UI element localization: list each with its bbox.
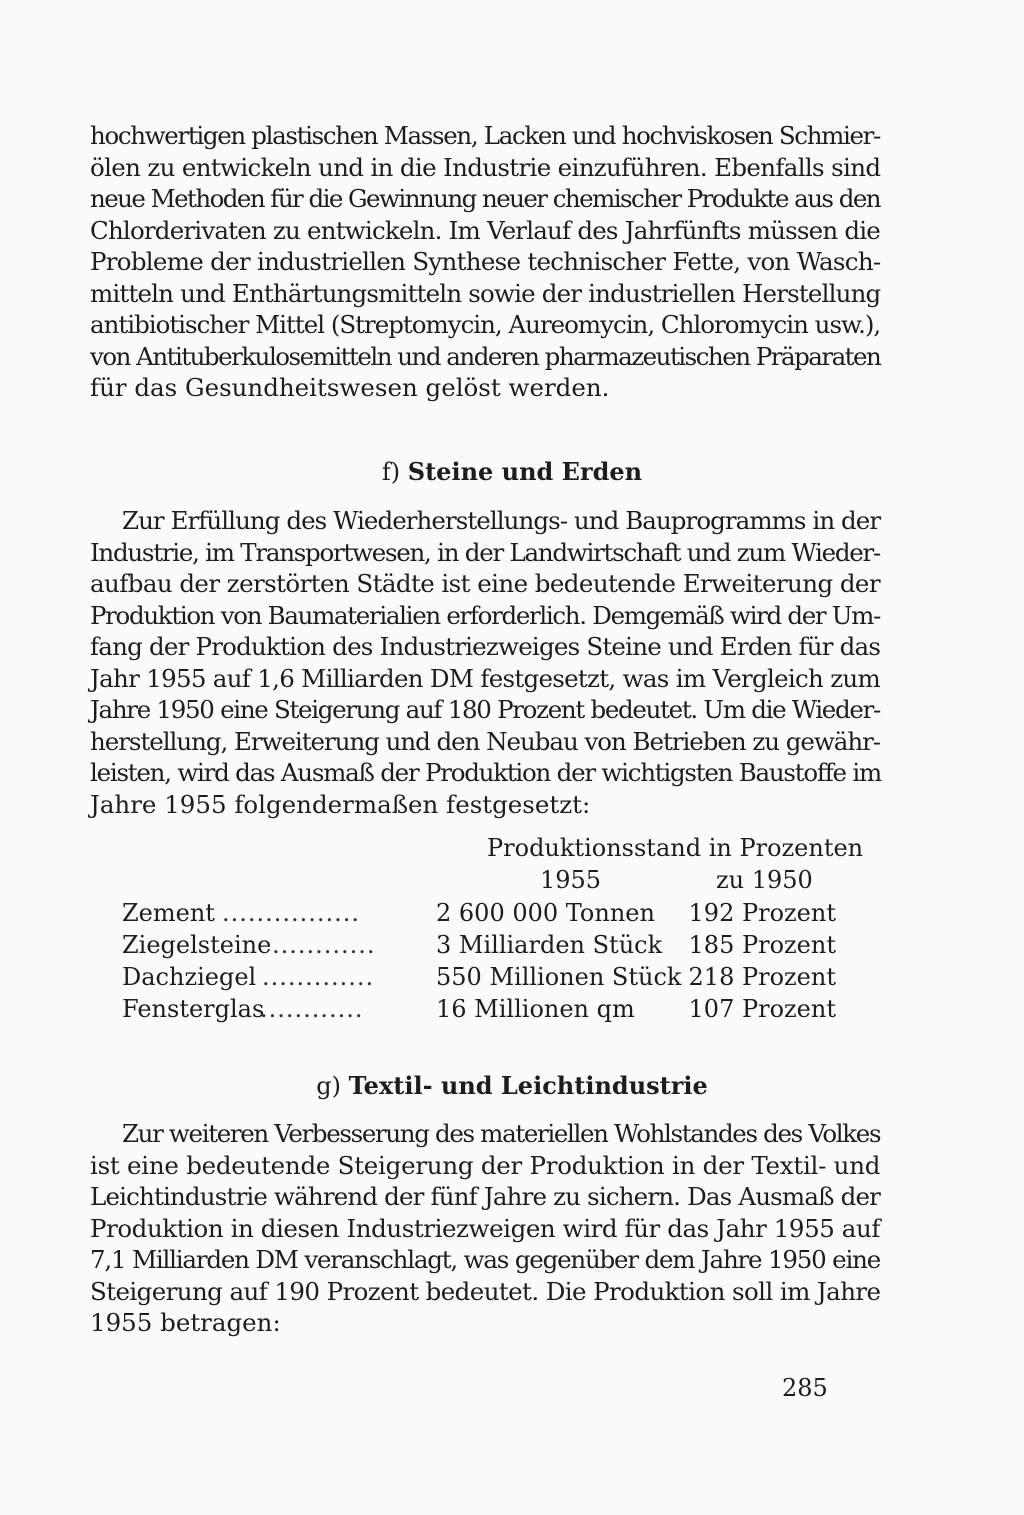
quantity-value: 16 Millionen qm [436, 995, 635, 1023]
material-label: Dachziegel [122, 963, 257, 991]
text-line: aufbau der zerstörten Städte ist eine bedeutende Erweiterung der [90, 569, 880, 598]
text-line: Produktion in diesen Industriezweigen wird für das Jahr 1955 auf [90, 1213, 880, 1243]
text-line: fang der Produktion des Industriezweiges Steine und Erden für das [90, 632, 881, 661]
table-header-main: Produktionsstand in Prozenten [487, 834, 864, 862]
dot-leader: ............ [260, 995, 364, 1023]
text-line: Jahre 1955 folgendermaßen festgesetzt: [90, 789, 591, 819]
text-line: 1955 betragen: [90, 1308, 281, 1337]
section-heading-f [0, 457, 1024, 486]
material-label: Fensterglas [122, 995, 265, 1023]
text-line: hochwertigen plastischen Massen, Lacken und hochviskosen Schmier- [90, 121, 880, 150]
quantity-value: 550 Millionen Stück [436, 963, 682, 991]
percent-value: 185 Prozent [688, 931, 836, 959]
text-line: Steigerung auf 190 Prozent bedeutet. Die Produktion soll im Jahre [90, 1276, 881, 1306]
text-line: 7,1 Milliarden DM veranschlagt, was gegenüber dem Jahre 1950 eine [90, 1245, 880, 1274]
section-heading-g [0, 1071, 1024, 1100]
dot-leader: ................ [222, 899, 361, 927]
text-line: ist eine bedeutende Steigerung der Produktion in der Textil- und [90, 1150, 881, 1180]
percent-value: 218 Prozent [688, 963, 836, 991]
text-line: herstellung, Erweiterung und den Neubau von Betrieben zu gewähr- [90, 726, 881, 756]
paragraph-chemistry-continuation [90, 120, 880, 404]
material-label: Ziegelsteine [122, 931, 272, 959]
text-line: Jahre 1950 eine Steigerung auf 180 Prozent bedeutet. Um die Wieder- [90, 695, 880, 724]
heading-prefix: f) [381, 458, 401, 486]
paragraph-textil-leichtindustrie [90, 1118, 880, 1339]
text-line: antibiotischer Mittel (Streptomycin, Aureomycin, Chloromycin usw.), [90, 310, 881, 339]
dot-leader: ............ [272, 931, 376, 959]
text-line: ölen zu entwickeln und in die Industrie einzuführen. Ebenfalls sind [90, 152, 881, 182]
paragraph-steine-erden [90, 505, 880, 820]
table-row [118, 963, 838, 995]
table-row [118, 899, 838, 931]
text-line: Chlorderivaten zu entwickeln. Im Verlauf des Jahrfünfts müssen die [90, 215, 880, 245]
text-line: von Antituberkulosemitteln und anderen pharmazeutischen Präparaten [90, 341, 881, 371]
table-header-compare: zu 1950 [716, 866, 813, 894]
text-line: für das Gesundheitswesen gelöst werden. [90, 373, 610, 402]
text-line: Zur Erfüllung des Wiederherstellungs- und Bauprogramms in der [122, 506, 881, 535]
quantity-value: 3 Milliarden Stück [436, 931, 663, 959]
page-number: 285 [782, 1374, 828, 1402]
text-line: Jahr 1955 auf 1,6 Milliarden DM festgesetzt, was im Vergleich zum [90, 663, 880, 693]
table-row [118, 995, 838, 1027]
text-line: Zur weiteren Verbesserung des materiellen Wohlstandes des Volkes [122, 1119, 881, 1148]
text-line: mitteln und Enthärtungsmitteln sowie der industriellen Herstellung [90, 278, 881, 308]
percent-value: 107 Prozent [688, 995, 836, 1023]
table-header-year: 1955 [540, 866, 602, 894]
heading-title: Steine und Erden [407, 457, 643, 486]
text-line: Industrie, im Transportwesen, in der Landwirtschaft und zum Wieder- [90, 537, 880, 567]
heading-title: Textil- und Leichtindustrie [348, 1071, 708, 1100]
quantity-value: 2 600 000 Tonnen [436, 899, 655, 927]
material-label: Zement [122, 899, 215, 927]
text-line: neue Methoden für die Gewinnung neuer chemischer Produkte aus den [90, 184, 880, 213]
text-line: Leichtindustrie während der fünf Jahre zu sichern. Das Ausmaß der [90, 1182, 880, 1211]
text-line: Produktion von Baumaterialien erforderlich. Demgemäß wird der Um- [90, 600, 880, 630]
dot-leader: ............. [262, 963, 375, 991]
text-line: Probleme der industriellen Synthese technischer Fette, von Wasch- [90, 247, 881, 276]
percent-value: 192 Prozent [688, 899, 836, 927]
heading-prefix: g) [316, 1072, 341, 1100]
table-row [118, 931, 838, 963]
text-line: leisten, wird das Ausmaß der Produktion der wichtigsten Baustoffe im [90, 758, 881, 787]
